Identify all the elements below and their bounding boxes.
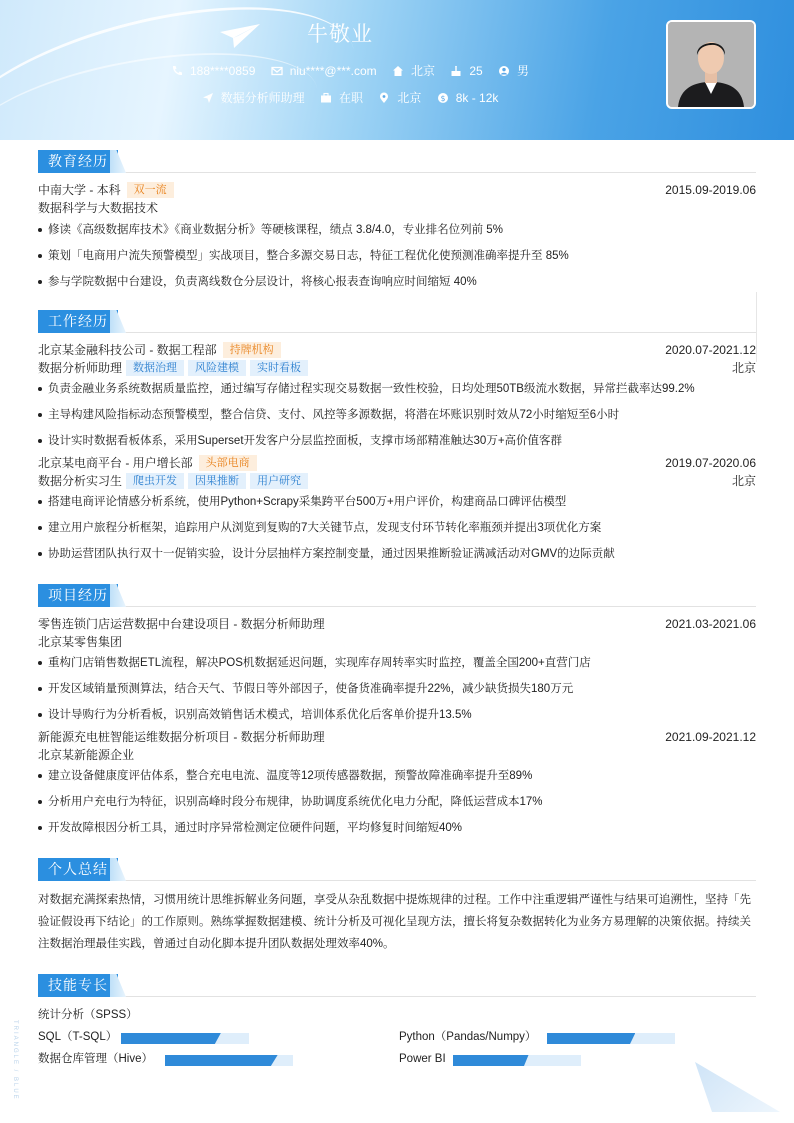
section-title: 项目经历 [38, 584, 118, 607]
section-title: 教育经历 [38, 150, 118, 173]
job-bullet: 设计实时数据看板体系，采用Superset开发客户分层监控面板，支撑市场部精准触达30万+高价值客群 [38, 432, 756, 450]
skill-name: Python（Pandas/Numpy） [399, 1031, 537, 1043]
project-bullet: 开发区域销量预测算法，结合天气、节假日等外部因子，使备货准确率提升22%，减少缺货损失180万元 [38, 680, 756, 698]
contact-row [0, 62, 680, 80]
project-bullet: 建立设备健康度评估体系，整合充电电流、温度等12项传感器数据，预警故障准确率提升至89% [38, 767, 756, 785]
skill-tag: 实时看板 [250, 360, 308, 376]
section-header [38, 150, 756, 173]
skill-item [399, 1051, 629, 1067]
divider-line [756, 292, 757, 362]
company-tag: 持牌机构 [223, 342, 281, 358]
skill-level-bar [165, 1055, 293, 1066]
job-city: 北京 [731, 474, 756, 488]
project-bullet: 重构门店销售数据ETL流程，解决POS机数据延迟问题，实现库存周转率实时监控，覆盖全国200+直营门店 [38, 654, 756, 672]
education-bullet: 参与学院数据中台建设，负责离线数仓分层设计，将核心报表查询响应时间缩短 40% [38, 273, 756, 291]
resume-header [0, 0, 794, 140]
project-org: 北京某零售集团 [38, 635, 123, 649]
job-bullet: 协助运营团队执行双十一促销实验，设计分层抽样方案控制变量，通过因果推断验证满减活动对GMV的边际贡献 [38, 545, 756, 563]
projects-section [38, 584, 756, 837]
education-bullet: 修读《高级数据库技术》《商业数据分析》等硬核课程，绩点 3.8/4.0，专业排名位列前 5% [38, 221, 756, 239]
profile-photo [666, 20, 756, 109]
section-title-decoration [110, 310, 126, 333]
job-bullet: 搭建电商评论情感分析系统，使用Python+Scrapy采集跨平台500万+用户评价，构建商品口碑评估模型 [38, 493, 756, 511]
job-entry [38, 341, 756, 450]
summary-text: 对数据充满探索热情，习惯用统计思维拆解业务问题，享受从杂乱数据中提炼规律的过程。工作中注重逻辑严谨性与结果可追溯性，坚持「先验证假设再下结论」的工作原则。熟练掌握数据建模、统计分析及可视化呈现方法，擅长将复杂数据转化为业务方易理解的决策依据。持续关注数据治理最佳实践，曾通过自动化脚本提升团队数据处理效率40%。 [38, 894, 751, 950]
skill-level-bar [453, 1055, 581, 1066]
skill-level-bar [547, 1033, 675, 1044]
person-icon [498, 65, 510, 77]
project-entry [38, 728, 756, 837]
education-school-row [38, 181, 756, 199]
gender-text: 男 [517, 64, 530, 78]
skill-item [38, 1051, 298, 1067]
job-intent-row [0, 89, 680, 107]
section-title: 个人总结 [38, 858, 118, 881]
skill-level-fill [547, 1033, 635, 1044]
job-date: 2019.07-2020.06 [665, 456, 756, 470]
target-city-text: 北京 [397, 91, 422, 105]
job-entry [38, 454, 756, 563]
age-info [450, 64, 482, 78]
project-bullet: 设计导购行为分析看板，识别高效销售话术模式，培训体系优化后客单价提升13.5% [38, 706, 756, 724]
education-date: 2015.09-2019.06 [665, 183, 756, 197]
skill-level-fill [165, 1055, 278, 1066]
skill-tag: 爬虫开发 [126, 473, 184, 489]
school-name: 中南大学 - 本科 [38, 183, 121, 197]
section-header [38, 310, 756, 333]
svg-text:$: $ [440, 93, 446, 103]
project-bullet: 分析用户充电行为特征，识别高峰时段分布规律，协助调度系统优化电力分配，降低运营成本17% [38, 793, 756, 811]
skill-item [38, 1029, 268, 1045]
job-role-row [38, 359, 756, 377]
education-section [38, 150, 756, 291]
city-text: 北京 [410, 64, 435, 78]
candidate-name: 牛敬业 [307, 23, 373, 46]
job-target-text: 数据分析师助理 [220, 91, 305, 105]
phone-icon [171, 65, 183, 77]
section-header [38, 584, 756, 607]
side-watermark-text: TRIANGLE / BLUE [12, 1020, 18, 1101]
job-role: 数据分析实习生 [38, 474, 123, 488]
salary-text: 8k - 12k [455, 90, 499, 105]
job-date: 2020.07-2021.12 [665, 343, 756, 357]
project-date: 2021.03-2021.06 [665, 617, 756, 631]
skill-name: 数据仓库管理（Hive） [38, 1053, 154, 1065]
job-company-row [38, 341, 756, 359]
skill-level-bar [121, 1033, 249, 1044]
project-title-row [38, 615, 756, 633]
skill-name: 统计分析（SPSS） [38, 1009, 138, 1021]
job-company: 北京某金融科技公司 - 数据工程部 [38, 343, 217, 357]
skill-level-fill [453, 1055, 529, 1066]
project-name: 零售连锁门店运营数据中台建设项目 - 数据分析师助理 [38, 617, 325, 631]
status-info [320, 89, 363, 106]
project-title-row [38, 728, 756, 746]
phone-info [171, 64, 255, 78]
job-target-info [202, 89, 305, 106]
section-title: 技能专长 [38, 974, 118, 997]
salary-info [437, 91, 499, 105]
work-section [38, 310, 756, 563]
section-title-decoration [110, 150, 126, 173]
cake-icon [450, 65, 462, 77]
money-icon [437, 92, 449, 104]
skill-item [399, 1029, 719, 1045]
skill-tag: 用户研究 [250, 473, 308, 489]
status-text: 在职 [338, 91, 363, 105]
education-major: 数据科学与大数据技术 [38, 201, 159, 215]
phone-text: 188****0859 [189, 63, 256, 78]
skill-name: SQL（T-SQL） [38, 1031, 118, 1043]
section-title-decoration [110, 858, 126, 881]
email-text: niu****@***.com [289, 63, 377, 78]
skill-item [38, 1007, 138, 1023]
job-company-row [38, 454, 756, 472]
send-icon [202, 92, 214, 104]
skill-tag: 风险建模 [188, 360, 246, 376]
project-org: 北京某新能源企业 [38, 748, 135, 762]
job-bullet: 主导构建风险指标动态预警模型，整合信贷、支付、风控等多源数据，将潜在坏账识别时效从72小时缩短至6小时 [38, 406, 756, 424]
company-tag: 头部电商 [199, 455, 257, 471]
school-tag: 双一流 [127, 182, 174, 198]
job-role-row [38, 472, 756, 490]
city-info [392, 62, 435, 79]
target-city-info [378, 89, 421, 106]
section-title-decoration [110, 584, 126, 607]
section-title-decoration [110, 974, 126, 997]
skill-tag: 因果推断 [188, 473, 246, 489]
project-bullet: 开发故障根因分析工具，通过时序异常检测定位硬件问题，平均修复时间缩短40% [38, 819, 756, 837]
section-title: 工作经历 [38, 310, 118, 333]
job-bullet: 建立用户旅程分析框架，追踪用户从浏览到复购的7大关键节点，发现支付环节转化率瓶颈并提出3项优化方案 [38, 519, 756, 537]
section-header [38, 974, 756, 997]
job-city: 北京 [731, 361, 756, 375]
project-entry [38, 615, 756, 724]
section-header [38, 858, 756, 881]
mail-icon [271, 65, 283, 77]
skill-name: Power BI [399, 1053, 446, 1065]
job-bullet: 负责金融业务系统数据质量监控，通过编写存储过程实现交易数据一致性校验，日均处理50TB级流水数据，异常拦截率达99.2% [38, 380, 756, 398]
job-role: 数据分析师助理 [38, 361, 123, 375]
email-info [271, 64, 377, 78]
skill-level-fill [121, 1033, 221, 1044]
project-date: 2021.09-2021.12 [665, 730, 756, 744]
education-bullet: 策划「电商用户流失预警模型」实战项目，整合多源交易日志，特征工程优化使预测准确率提升至 85% [38, 247, 756, 265]
location-pin-icon [378, 92, 390, 104]
summary-section [38, 858, 756, 955]
project-name: 新能源充电桩智能运维数据分析项目 - 数据分析师助理 [38, 730, 325, 744]
gender-info [498, 62, 529, 79]
skills-section [38, 974, 756, 1074]
age-text: 25 [469, 63, 483, 78]
job-company: 北京某电商平台 - 用户增长部 [38, 456, 193, 470]
home-icon [392, 65, 404, 77]
skill-tag: 数据治理 [126, 360, 184, 376]
briefcase-icon [320, 92, 332, 104]
